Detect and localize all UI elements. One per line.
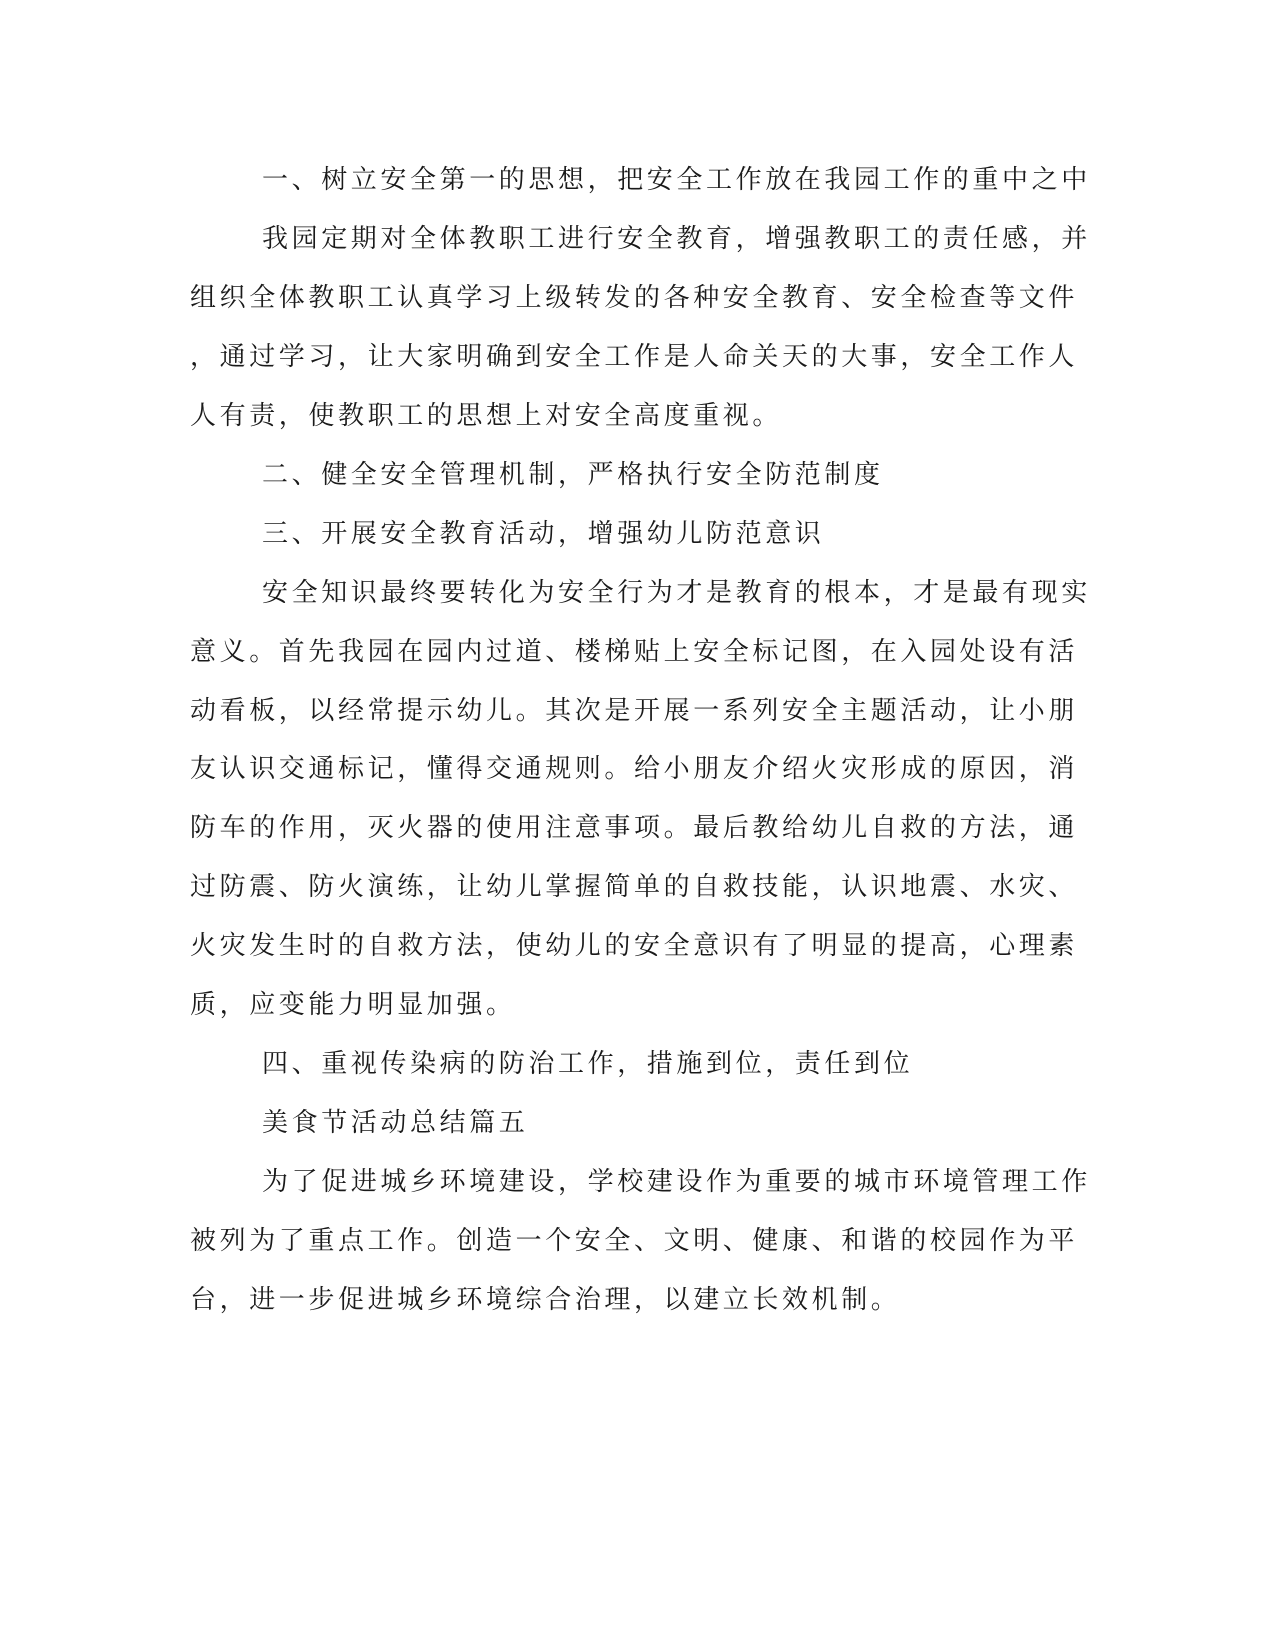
heading-section-4: 四、重视传染病的防治工作，措施到位，责任到位 — [262, 1049, 914, 1079]
paragraph-line: 被列为了重点工作。创造一个安全、文明、健康、和谐的校园作为平 — [190, 1226, 1079, 1256]
paragraph-line: 过防震、防火演练，让幼儿掌握简单的自救技能，认识地震、水灾、 — [190, 872, 1079, 902]
article-title: 美食节活动总结篇五 — [262, 1108, 529, 1138]
paragraph-line: 台，进一步促进城乡环境综合治理，以建立长效机制。 — [190, 1285, 901, 1315]
paragraph-line: 组织全体教职工认真学习上级转发的各种安全教育、安全检查等文件 — [190, 283, 1079, 313]
paragraph-line: 为了促进城乡环境建设，学校建设作为重要的城市环境管理工作 — [262, 1167, 1091, 1197]
paragraph-line: 友认识交通标记，懂得交通规则。给小朋友介绍火灾形成的原因，消 — [190, 754, 1079, 784]
paragraph-line: 质，应变能力明显加强。 — [190, 990, 516, 1020]
paragraph-line: 人有责，使教职工的思想上对安全高度重视。 — [190, 401, 783, 431]
paragraph-line: 火灾发生时的自救方法，使幼儿的安全意识有了明显的提高，心理素 — [190, 931, 1079, 961]
paragraph-line: 意义。首先我园在园内过道、楼梯贴上安全标记图，在入园处设有活 — [190, 637, 1079, 667]
heading-section-1: 一、树立安全第一的思想，把安全工作放在我园工作的重中之中 — [262, 165, 1091, 195]
paragraph-line: 动看板，以经常提示幼儿。其次是开展一系列安全主题活动，让小朋 — [190, 696, 1079, 726]
paragraph-line: 安全知识最终要转化为安全行为才是教育的根本，才是最有现实 — [262, 578, 1091, 608]
heading-section-2: 二、健全安全管理机制，严格执行安全防范制度 — [262, 460, 884, 490]
paragraph-line: ，通过学习，让大家明确到安全工作是人命关天的大事，安全工作人 — [190, 342, 1079, 372]
heading-section-3: 三、开展安全教育活动，增强幼儿防范意识 — [262, 519, 825, 549]
paragraph-line: 防车的作用，灭火器的使用注意事项。最后教给幼儿自救的方法，通 — [190, 813, 1079, 843]
paragraph-line: 我园定期对全体教职工进行安全教育，增强教职工的责任感，并 — [262, 224, 1091, 254]
